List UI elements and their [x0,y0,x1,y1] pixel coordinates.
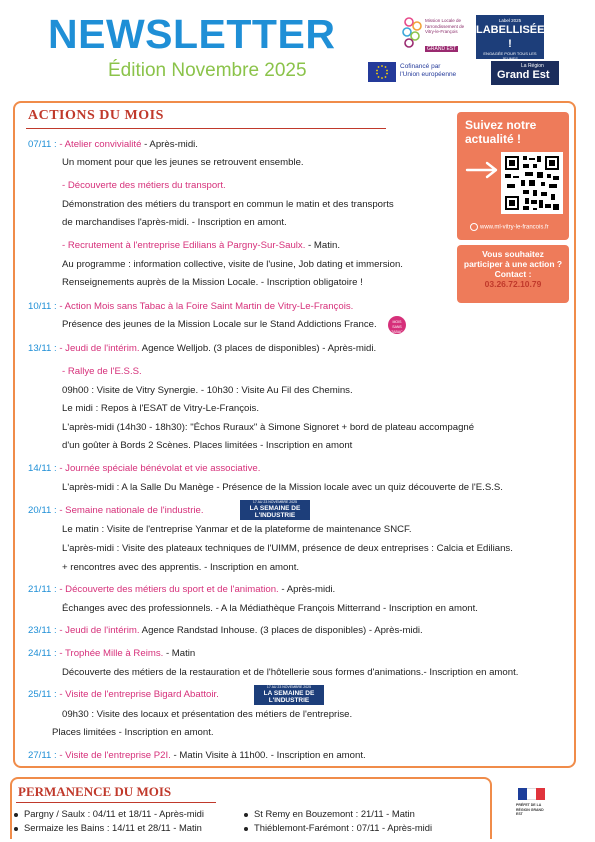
action-detail: - Matin. [305,240,341,251]
action-detail: - Matin Visite à 11h00. - Inscription en amont. [170,750,366,761]
action-line [62,667,518,679]
action-line [28,584,335,596]
action-date: 10/11 : [28,301,57,312]
eu-cofinance-text: Cofinancé par l'Union européenne [400,63,457,78]
action-line [28,505,204,517]
action-detail: Renseignements auprès de la Mission Locale. - Inscription obligatoire ! [62,277,363,288]
edition-subtitle: Édition Novembre 2025 [108,60,307,81]
action-detail: Agence Welljob. (3 places de disponibles) - Après-midi. [139,343,377,354]
flag-white [527,788,536,800]
action-line [52,727,214,739]
action-date: 07/11 : [28,139,57,150]
eu-flag-icon [368,62,396,82]
action-detail: L'après-midi : Visite des plateaux techniques de l'UIMM, présence de deux entreprises : Calcia et Edilians. [62,543,513,554]
action-line [62,366,142,378]
labellisee-sub: ENGAGÉE POUR TOUS LES JEUNES [483,51,537,61]
grand-est-logo [491,61,559,85]
mission-locale-rings-icon [401,16,425,50]
labellisee-top: Label 2025 [498,18,522,23]
action-line [62,524,412,536]
website-link[interactable] [470,223,549,231]
action-detail: + rencontres avec des apprentis. - Inscription en amont. [62,562,300,573]
action-line [62,603,478,615]
action-line [62,440,352,452]
contact-phone[interactable]: 03.26.72.10.79 [484,279,542,289]
qr-code-icon[interactable] [501,152,563,214]
action-detail: 09h30 : Visite des locaux et présentation des métiers de l'entreprise. [62,709,353,720]
semaine-industrie-title-2: LA SEMAINE DE L'INDUSTRIE [263,690,315,704]
action-event-title: - Visite de l'entreprise P2I. [59,750,171,761]
action-detail: Découverte des métiers de la restauration et de l'hôtellerie sous formes d'animations.- Inscription en amont. [62,667,519,678]
mission-locale-region: GRAND EST [427,46,457,52]
website-url: www.ml-vitry-le-francois.fr [480,224,549,231]
action-line [62,157,304,169]
action-line [28,301,353,313]
action-detail: - Après-midi. [141,139,198,150]
action-event-title: - Visite de l'entreprise Bigard Abattoir. [59,689,219,700]
action-detail: Échanges avec des professionnels. - A la Médiathèque François Mitterrand - Inscription en amont. [62,603,478,614]
globe-icon [470,223,478,231]
permanence-heading-rule [16,802,216,803]
action-detail: L'après-midi : A la Salle Du Manège - Présence de la Mission locale avec un quiz découverte de l'E.S.S. [62,482,503,493]
mission-locale-name: Mission Locale de l'arrondissement de Vitry-le-François [425,18,465,34]
action-event-title: - Découverte des métiers du sport et de l'animation. [59,584,279,595]
action-detail: Au programme : information collective, visite de l'usine, Job dating et immersion. [62,259,403,270]
action-date: 27/11 : [28,750,57,761]
action-date: 13/11 : [28,343,57,354]
action-date: 24/11 : [28,648,57,659]
action-line [62,422,474,434]
action-line [62,543,513,555]
permanence-heading: PERMANENCE DU MOIS [18,784,172,799]
action-line [62,180,226,192]
action-line [62,562,299,574]
action-date: 14/11 : [28,463,57,474]
semaine-industrie-dates-2: 17 AU 23 NOVEMBRE 2025 [266,685,312,689]
actions-heading-rule [26,128,386,129]
action-detail: Un moment pour que les jeunes se retrouvent ensemble. [62,157,304,168]
permanence-item: Pargny / Saulx : 04/11 et 18/11 - Après-midi [14,808,204,820]
mission-locale-logo [401,16,467,56]
bullet-icon [244,827,248,831]
action-event-title: - Recrutement à l'entreprise Edilians à Pargny-Sur-Saulx. [62,240,306,251]
action-detail: - Après-midi. [278,584,336,595]
permanence-item: Thiéblemont-Farémont : 07/11 - Après-midi [244,822,432,834]
action-detail: Présence des jeunes de la Mission Locale sur le Stand Addictions France. [62,319,377,330]
action-event-title: - Découverte des métiers du transport. [62,180,226,191]
mois-sans-tabac-badge [388,316,406,334]
prefet-text: PRÉFET DE LA RÉGION GRAND EST [516,803,544,816]
newsletter-title: NEWSLETTER [48,11,336,57]
labellisee-main: LABELLISÉE ! [476,24,545,50]
action-event-title: - Rallye de l'E.S.S. [62,366,142,377]
grand-est-name: Grand Est [497,69,550,81]
prefet-logo [512,786,552,832]
action-line [28,463,260,475]
action-event-title: - Trophée Mille à Reims. [59,648,164,659]
semaine-industrie-title: LA SEMAINE DE L'INDUSTRIE [249,505,301,519]
action-detail: Démonstration des métiers du transport en commun le matin et des transports [62,199,394,210]
bullet-icon [244,813,248,817]
action-line [62,217,287,229]
action-line [62,199,394,211]
semaine-industrie-dates: 17 AU 23 NOVEMBRE 2025 [252,500,298,504]
eu-cofinance-logo [368,61,460,85]
action-line [62,385,353,397]
action-event-title: - Action Mois sans Tabac à la Foire Saint Martin de Vitry-Le-François. [59,301,354,312]
action-event-title: - Jeudi de l'intérim. [59,343,140,354]
action-date: 25/11 : [28,689,57,700]
follow-panel [457,112,569,240]
actions-heading: ACTIONS DU MOIS [28,108,164,123]
action-detail: de marchandises l'après-midi. - Inscription en amont. [62,217,287,228]
action-line [28,689,219,701]
action-date: 23/11 : [28,625,57,636]
arrow-right-icon [465,160,501,180]
permanence-item: Sermaize les Bains : 14/11 et 28/11 - Matin [14,822,202,834]
contact-text: Vous souhaitez participer à une action ? Contact : [463,249,563,279]
action-event-title: - Atelier convivialité [59,139,142,150]
mois-sans-tabac-text: MOIS SANS TABAC [391,320,403,334]
action-detail: Le midi : Repos à l'ESAT de Vitry-Le-François. [62,403,259,414]
action-event-title: - Semaine nationale de l'industrie. [59,505,204,516]
action-event-title: - Jeudi de l'intérim. [59,625,140,636]
contact-panel [457,245,569,303]
action-line [28,343,376,355]
action-line [62,277,363,289]
action-line [62,709,352,721]
follow-text: Suivez notre actualité ! [465,118,537,146]
action-line [62,403,259,415]
action-detail: d'un goûter à Bords 2 Scènes. Places limitées - Inscription en amont [62,440,353,451]
action-line [62,240,340,252]
action-line [62,259,403,271]
grand-est-top: La Région [521,63,544,69]
action-detail: - Matin [163,648,196,659]
action-line [28,625,423,637]
labellisee-logo [476,15,544,59]
semaine-industrie-badge-2 [254,685,324,705]
action-line [28,750,366,762]
action-detail: 09h00 : Visite de Vitry Synergie. - 10h30 : Visite Au Fil des Chemins. [62,385,353,396]
action-date: 21/11 : [28,584,57,595]
flag-blue [518,788,527,800]
action-detail: L'après-midi (14h30 - 18h30): "Échos Ruraux" à Simone Signoret + bord de plateau accompagné [62,422,475,433]
action-date: 20/11 : [28,505,57,516]
action-event-title: - Journée spéciale bénévolat et vie associative. [59,463,261,474]
action-line [62,319,377,331]
action-line [62,482,503,494]
bullet-icon [14,827,18,831]
permanence-item: St Remy en Bouzemont : 21/11 - Matin [244,808,415,820]
bullet-icon [14,813,18,817]
action-line [28,648,195,660]
flag-red [536,788,545,800]
action-detail: Le matin : Visite de l'entreprise Yanmar et de la plateforme de maintenance SNCF. [62,524,412,535]
action-detail: Agence Randstad Inhouse. (3 places de disponibles) - Après-midi. [139,625,423,636]
action-detail: Places limitées - Inscription en amont. [52,727,214,738]
action-line [28,139,198,151]
semaine-industrie-badge [240,500,310,520]
